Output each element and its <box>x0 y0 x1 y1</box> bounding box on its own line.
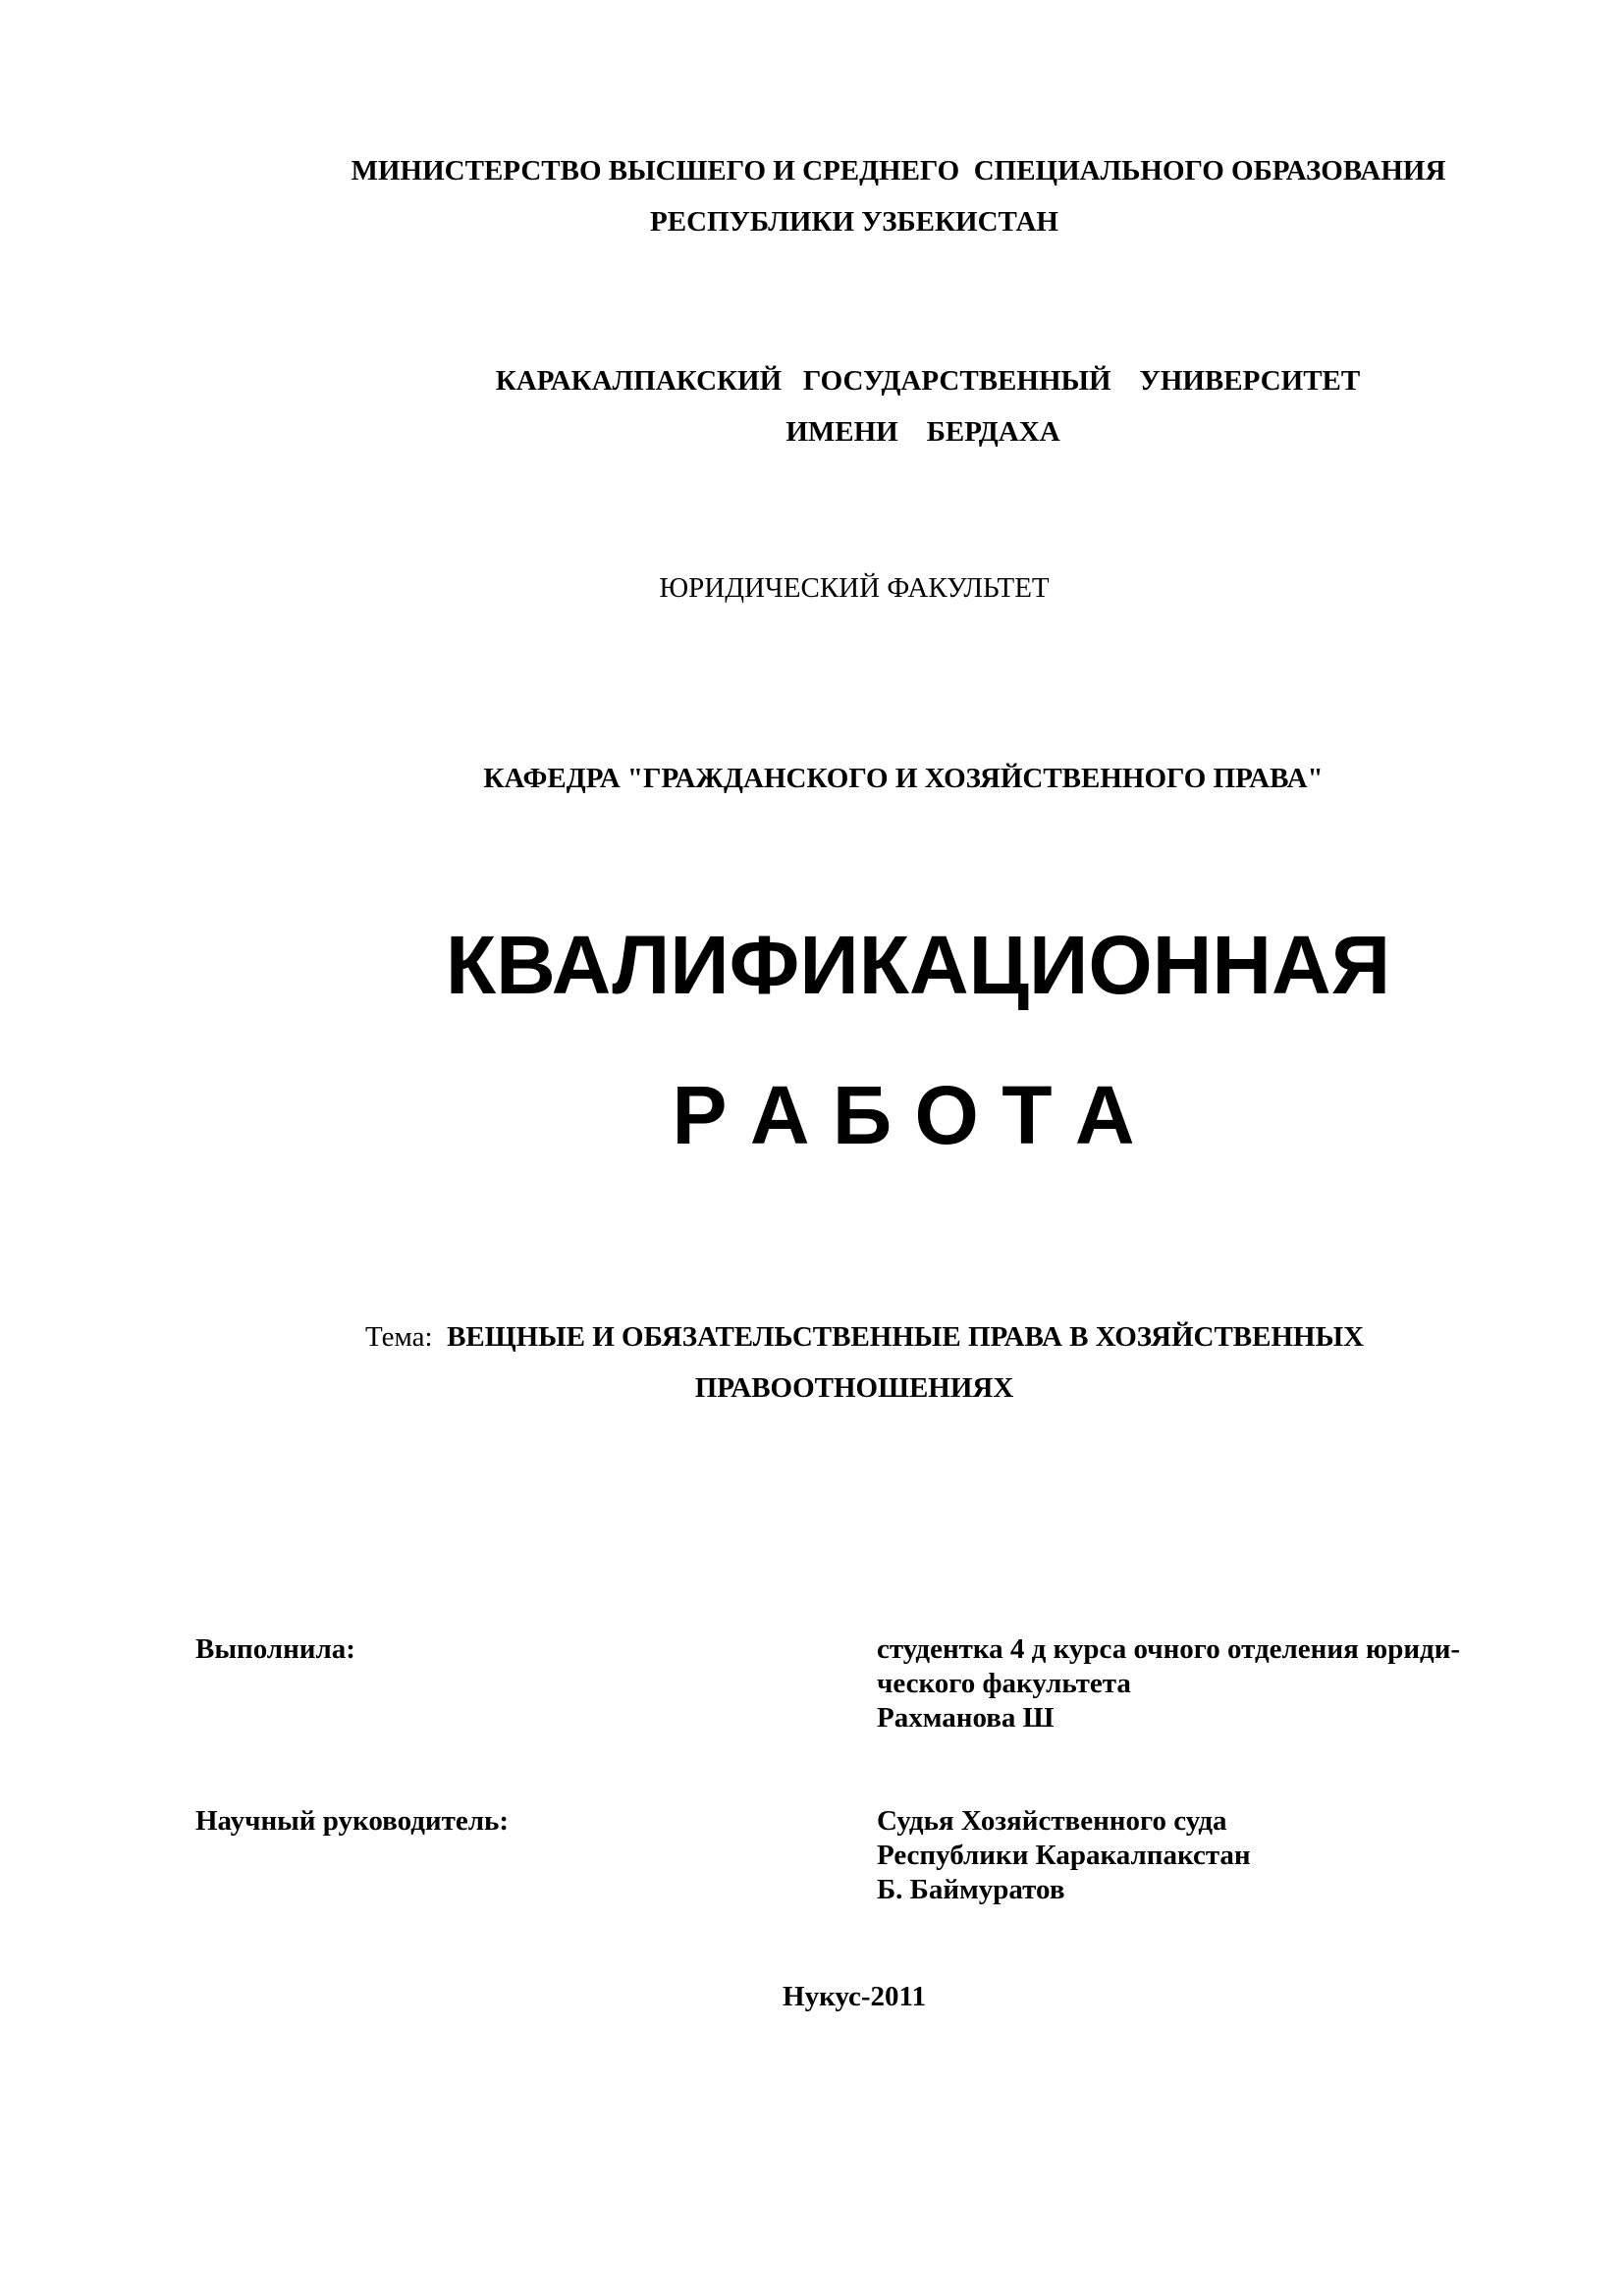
supervisor-line-2: Республики Каракалпакстан <box>877 1840 1251 1871</box>
topic-line-2: ПРАВООТНОШЕНИЯХ <box>694 1372 1014 1404</box>
city-year: Нукус-2011 <box>783 1981 926 2012</box>
supervisor-label: Научный руководитель: <box>195 1805 509 1837</box>
author-name: Рахманова Ш <box>877 1702 1055 1734</box>
supervisor-name: Б. Баймуратов <box>877 1874 1065 1905</box>
document-title-line-2: Р А Б О Т А <box>672 1069 1135 1161</box>
department-name: КАФЕДРА "ГРАЖДАНСКОГО И ХОЗЯЙСТВЕННОГО ПРАВА" <box>483 763 1324 794</box>
author-line-2: ческого факультета <box>877 1668 1131 1699</box>
supervisor-line-1: Судья Хозяйственного суда <box>877 1805 1227 1837</box>
ministry-line-1: МИНИСТЕРСТВО ВЫСШЕГО И СРЕДНЕГО СПЕЦИАЛЬНОГО ОБРАЗОВАНИЯ <box>351 155 1446 187</box>
university-line-1: КАРАКАЛПАКСКИЙ ГОСУДАРСТВЕННЫЙ УНИВЕРСИТЕТ <box>495 365 1361 397</box>
university-line-2: ИМЕНИ БЕРДАХА <box>785 416 1060 448</box>
faculty-name: ЮРИДИЧЕСКИЙ ФАКУЛЬТЕТ <box>659 572 1050 604</box>
document-title-line-1: КВАЛИФИКАЦИОННАЯ <box>445 919 1391 1011</box>
topic-label: Тема: <box>365 1321 433 1353</box>
topic-text-1: ВЕЩНЫЕ И ОБЯЗАТЕЛЬСТВЕННЫЕ ПРАВА В ХОЗЯЙСТВЕННЫХ <box>447 1321 1365 1353</box>
author-line-1: студентка 4 д курса очного отделения юриди- <box>877 1633 1461 1665</box>
topic-line-1 <box>365 1320 1364 1354</box>
author-label: Выполнила: <box>195 1633 355 1665</box>
ministry-line-2: РЕСПУБЛИКИ УЗБЕКИСТАН <box>650 206 1058 238</box>
